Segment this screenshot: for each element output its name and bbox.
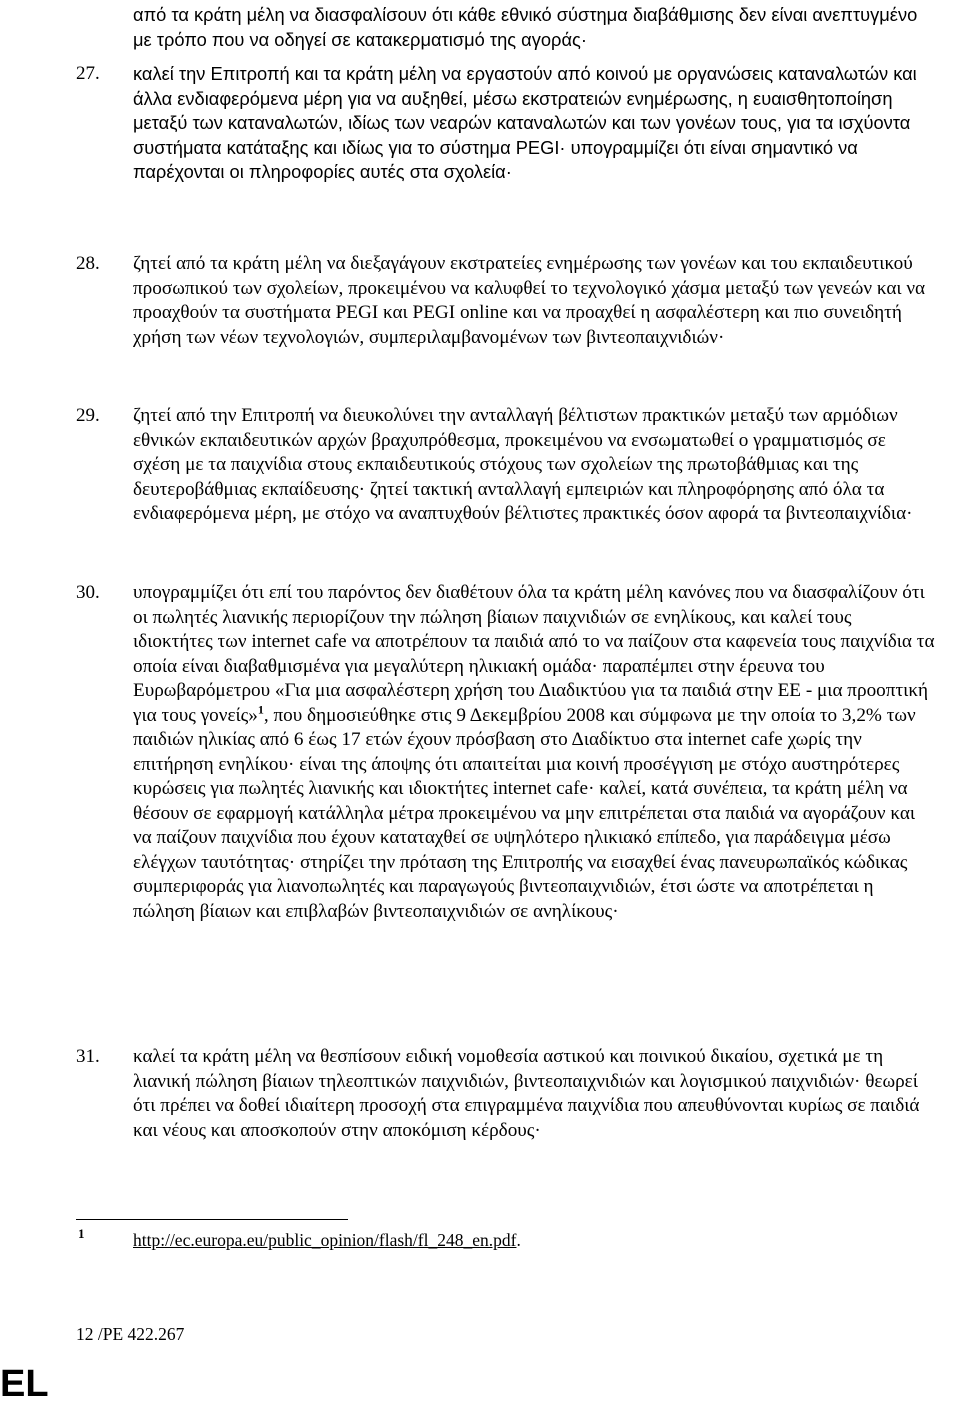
paragraph-number: 31. — [76, 1046, 100, 1067]
footnote-trailing: . — [516, 1230, 521, 1250]
footnote-separator — [76, 1219, 348, 1220]
paragraph-number: 27. — [76, 63, 100, 84]
paragraph-text-part: υπογραμμίζει ότι επί του παρόντος δεν διαθέτουν όλα τα κράτη μέλη κανόνες που να διασφαλίζουν ότι οι πωλητές λιανικής περιορίζουν την πώληση βίαιων παιχνιδιών σε ενηλίκους, και καλεί τους ιδιοκτήτες των internet cafe να αποτρέπουν τα παιδιά από το να παίζουν στα καφενεία τους παιχνίδια τα οποία είναι διαβαθμισμένα για μεγαλύτερη ηλικιακή ομάδα· παραπέμπει στην έρευνα του Ευρωβαρόμετρου «Για μια ασφαλέστερη χρήση του Διαδικτύου για τα παιδιά στην ΕΕ - μια προοπτική για τους γονείς» — [133, 582, 935, 726]
footnote-link[interactable]: http://ec.europa.eu/public_opinion/flash/fl_248_en.pdf — [133, 1230, 517, 1250]
paragraph-number: 30. — [76, 582, 100, 603]
page-reference: 12 /PE 422.267 — [76, 1324, 185, 1344]
paragraph-number: 29. — [76, 405, 100, 426]
paragraph-text: ζητεί από την Επιτροπή να διευκολύνει την ανταλλαγή βέλτιστων πρακτικών μεταξύ των αρμόδιων εθνικών εκπαιδευτικών αρχών βραχυπρόθεσμα, προκειμένου να ενσωματωθεί ο γραμματισμός σε σχέση με τα παιχνίδια στους εκπαιδευτικούς στόχους των σχολείων της πρωτοβάθμιας και της δευτεροβάθμιας εκπαίδευσης· ζητεί τακτική ανταλλαγή εμπειριών και πληροφόρησης από όλα τα ενδιαφερόμενα μέρη, με στόχο να αναπτυχθούν βέλτιστες πρακτικές όσον αφορά τα βιντεοπαιχνίδια· — [133, 405, 913, 524]
paragraph-text: καλεί την Επιτροπή και τα κράτη μέλη να εργαστούν από κοινού με οργανώσεις καταναλωτών και άλλα ενδιαφερόμενα μέρη για να αυξηθεί, μέσω εκστρατειών ενημέρωσης, η ευαισθητοποίηση μεταξύ των καταναλωτών, ιδίως των νεαρών καταναλωτών και των γονέων τους, για τα ισχύοντα συστήματα κατάταξης και ιδίως για το σύστημα PEGI· υπογραμμίζει ότι είναι σημαντικό να παρέχονται οι πληροφορίες αυτές στα σχολεία· — [133, 63, 917, 182]
language-code: EL — [0, 1363, 49, 1405]
paragraph-text — [133, 581, 935, 924]
paragraph-text: ζητεί από τα κράτη μέλη να διεξαγάγουν εκστρατείες ενημέρωσης των γονέων και του εκπαιδευτικού προσωπικού των σχολείων, προκειμένου να καλυφθεί το τεχνολογικό χάσμα μεταξύ των γενεών και να προαχθούν τα συστήματα PEGI και PEGI online και να προαχθεί η ασφαλέστερη και πιο συνειδητή χρήση των νέων τεχνολογιών, συμπεριλαμβανομένων των βιντεοπαιχνιδιών· — [133, 253, 926, 348]
paragraph-number: 28. — [76, 253, 100, 274]
continuation-text: από τα κράτη μέλη να διασφαλίσουν ότι κάθε εθνικό σύστημα διαβάθμισης δεν είναι ανεπτυγμένο με τρόπο που να οδηγεί σε κατακερματισμό της αγοράς· — [133, 4, 918, 50]
footnote-reference[interactable]: 1 — [257, 702, 264, 717]
paragraph-text-part: , που δημοσιεύθηκε στις 9 Δεκεμβρίου 2008 και σύμφωνα με την οποία το 3,2% των παιδιών ηλικίας από 6 έως 17 ετών έχουν πρόσβαση στο Διαδίκτυο στα internet cafe χωρίς την επιτήρηση ενηλίκου· είναι της άποψης ότι απαιτείται μια κοινή προσέγγιση με στόχο αυστηρότερες κυρώσεις για πωλητές λιανικής και ιδιοκτήτες internet cafe· καλεί, κατά συνέπεια, τα κράτη μέλη να θέσουν σε εφαρμογή κατάλληλα μέτρα προκειμένου να μην επιτρέπεται στα παιδιά να αγοράζουν και να παίζουν παιχνίδια που έχουν καταταχθεί σε υψηλότερο ηλικιακό επίπεδο, για παράδειγμα μέσω ελέγχων ταυτότητας· στηρίζει την πρόταση της Επιτροπής να εισαχθεί ένας πανευρωπαϊκός κώδικας συμπεριφοράς για λιανοπωλητές και παραγωγούς βιντεοπαιχνιδιών, έτσι ώστε να αποτρέπεται η πώληση βίαιων και επιβλαβών βιντεοπαιχνιδιών σε ανηλίκους· — [133, 704, 916, 922]
footnote-mark: 1 — [78, 1226, 85, 1241]
paragraph-text: καλεί τα κράτη μέλη να θεσπίσουν ειδική νομοθεσία αστικού και ποινικού δικαίου, σχετικά με τη λιανική πώληση βίαιων τηλεοπτικών παιχνιδιών, βιντεοπαιχνιδιών και λογισμικού παιχνιδιών· θεωρεί ότι πρέπει να δοθεί ιδιαίτερη προσοχή στα επιγραμμένα παιχνίδια που απευθύνονται κυρίως σε παιδιά και νέους και αποσκοπούν στην αποκόμιση κέρδους· — [133, 1046, 920, 1141]
footnote — [133, 1230, 521, 1251]
